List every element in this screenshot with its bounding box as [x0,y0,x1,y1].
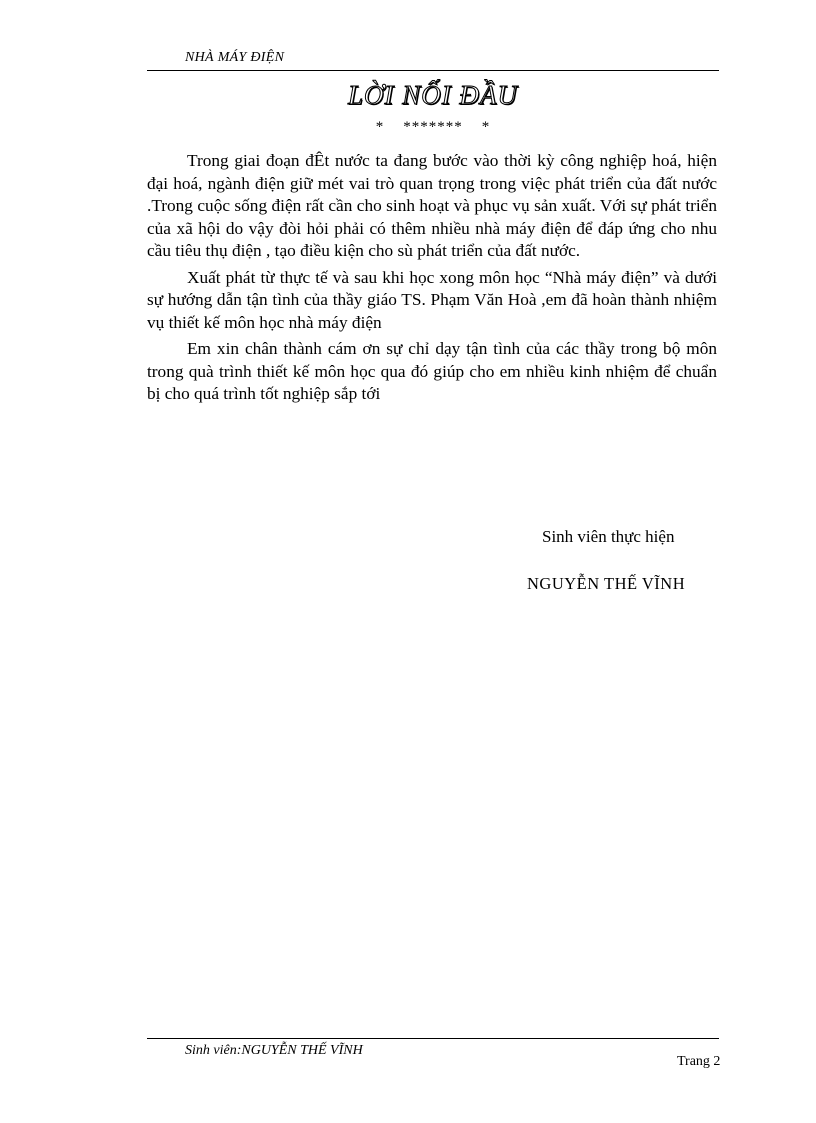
page-number: Trang 2 [677,1054,721,1069]
signature-name: NGUYỄN THẾ VĨNH [527,574,686,593]
paragraph: Xuất phát từ thực tế và sau khi học xong môn học “Nhà máy điện” và dưới sự hướng dẫn tận tình của thầy giáo TS. Phạm Văn Hoà ,em đã hoàn thành nhiệm vụ thiết kế môn học nhà máy điện [147,267,717,332]
body-text [147,150,717,410]
page-footer [147,1038,719,1079]
signature-role: Sinh viên thực hiện [542,527,675,546]
footer-student-name: Sinh viên:NGUYỄN THẾ VĨNH [185,1043,363,1058]
star-divider: * ******* * [375,119,491,135]
document-title: LỜI NỐI ĐẦU [348,80,518,110]
paragraph: Trong giai đoạn đÊt nước ta đang bước vào thời kỳ công nghiệp hoá, hiện đại hoá, ngành điện giữ mét vai trò quan trọng trong việc phát triển của đất nước .Trong cuộc sống điện rất cần cho sinh hoạt và phục vụ sản xuất. Với sự phát triển của xã hội do vậy đòi hỏi phải có thêm nhiều nhà máy điện để đáp ứng cho nhu cầu tiêu thụ điện , tạo điều kiện cho sù phát triển của đất nước. [147,151,717,260]
header-title: NHÀ MÁY ĐIỆN [185,50,285,65]
paragraph: Em xin chân thành cám ơn sự chỉ dạy tận tình của các thầy trong bộ môn trong quà trình thiết kế môn học qua đó giúp cho em nhiều kinh nhiệm để chuẩn bị cho quá trình tốt nghiệp sắp tới [147,339,717,403]
page-header [147,48,719,71]
